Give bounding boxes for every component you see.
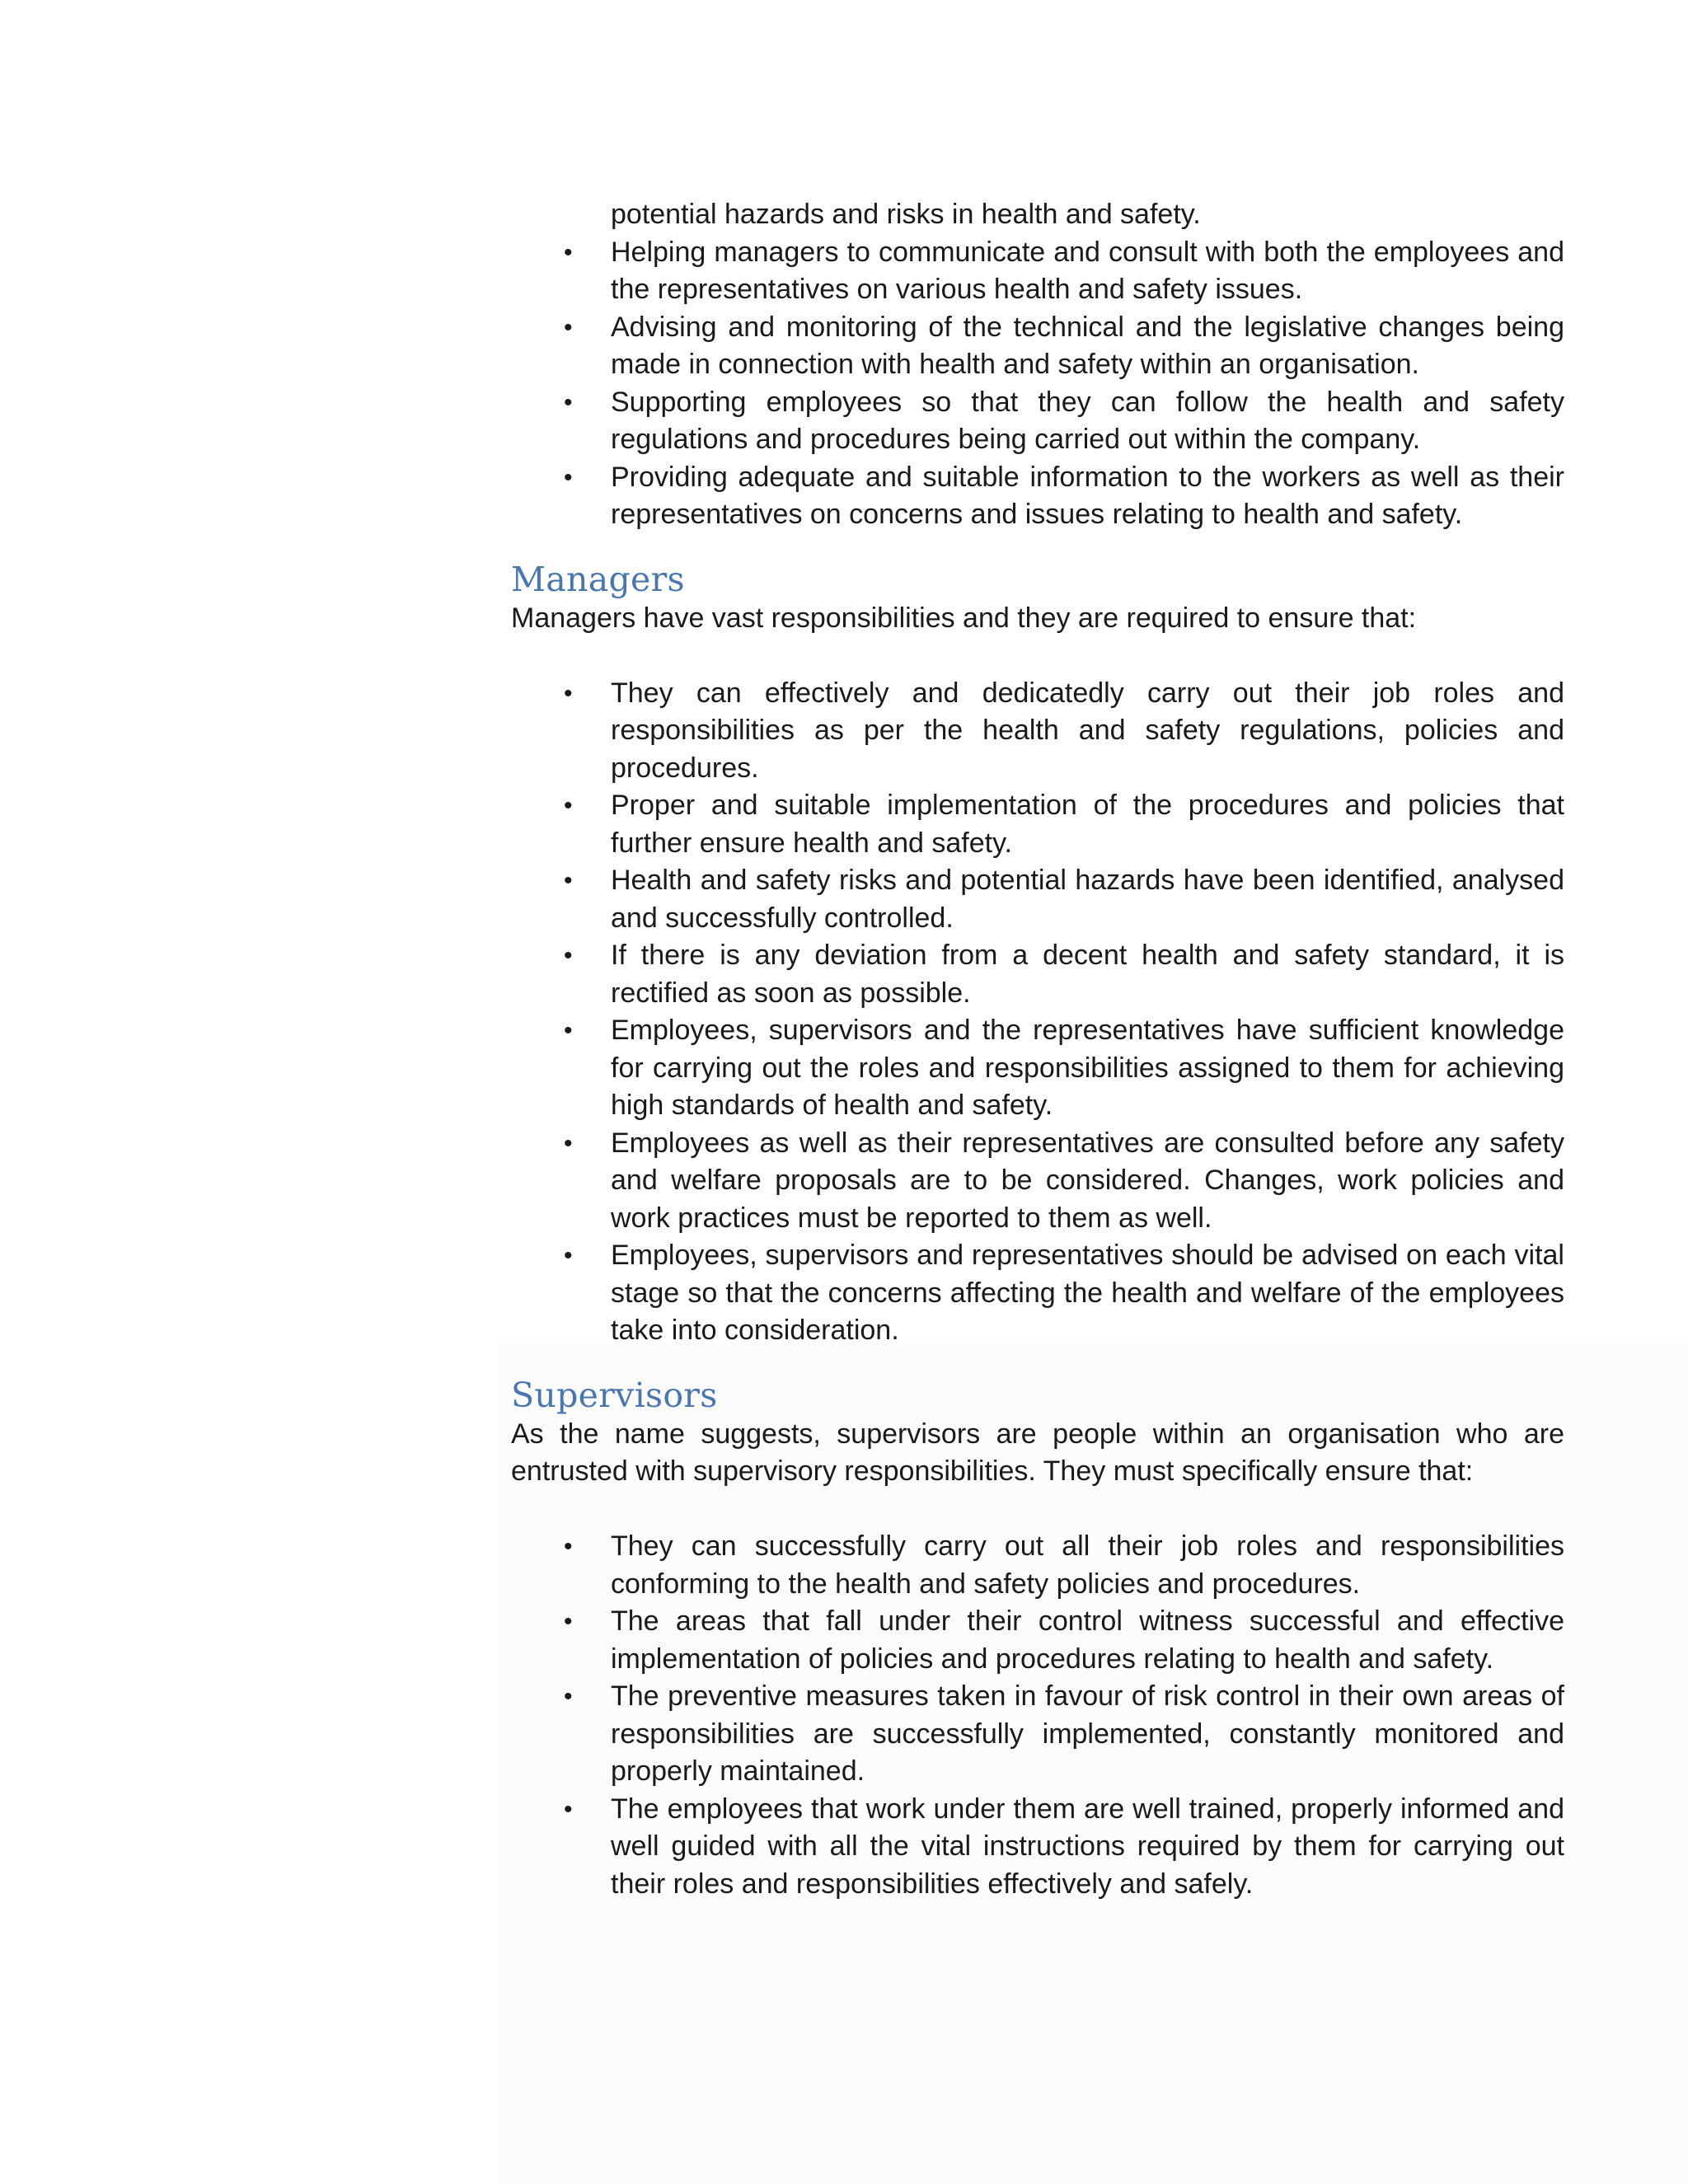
bullet-icon: • — [564, 388, 573, 416]
supervisors-intro: As the name suggests, supervisors are people within an organisation who are entrusted with supervisory responsibilities. They must specifically ensure that: — [511, 1418, 1564, 1487]
list-item — [511, 937, 1564, 1012]
bullet-icon: • — [564, 238, 573, 266]
list-item — [511, 787, 1564, 862]
list-item-text: Employees, supervisors and representatives should be advised on each vital stage so that the concerns affecting the health and welfare of the employees take into consideration. — [611, 1240, 1564, 1346]
list-item — [511, 1603, 1564, 1678]
list-item-text: They can effectively and dedicatedly carry out their job roles and responsibilities as per the health and safety regulations, policies and procedures. — [611, 677, 1564, 784]
list-item-text: The preventive measures taken in favour of risk control in their own areas of responsibilities are successfully implemented, constantly monitored and properly maintained. — [611, 1680, 1564, 1787]
list-item — [511, 459, 1564, 534]
bullet-icon: • — [564, 942, 573, 969]
bullet-icon: • — [564, 1242, 573, 1269]
list-item-text: Supporting employees so that they can follow the health and safety regulations and procedures being carried out within the company. — [611, 386, 1564, 455]
list-item — [511, 1125, 1564, 1238]
list-item-text: They can successfully carry out all their job roles and responsibilities conforming to the health and safety policies and procedures. — [611, 1530, 1564, 1600]
list-item — [511, 309, 1564, 384]
bullet-icon: • — [564, 1129, 573, 1157]
list-item — [511, 675, 1564, 788]
list-item-text: potential hazards and risks in health and safety. — [611, 199, 1201, 230]
managers-list — [511, 675, 1564, 1350]
spacer — [511, 1491, 1564, 1529]
supervisors-list — [511, 1528, 1564, 1903]
bullet-icon: • — [564, 1533, 573, 1560]
spacer — [511, 637, 1564, 675]
list-item — [511, 1528, 1564, 1603]
list-item-text: Health and safety risks and potential hazards have been identified, analysed and successfully controlled. — [611, 865, 1564, 934]
bullet-icon: • — [564, 867, 573, 894]
list-item — [511, 1237, 1564, 1350]
list-item-text: If there is any deviation from a decent health and safety standard, it is rectified as soon as possible. — [611, 940, 1564, 1009]
managers-intro: Managers have vast responsibilities and they are required to ensure that: — [511, 602, 1417, 634]
bullet-icon: • — [564, 1683, 573, 1710]
bullet-icon: • — [564, 463, 573, 491]
list-item-text: The employees that work under them are well trained, properly informed and well guided with all the vital instructions required by them for carrying out their roles and responsibilities effectively and safely. — [611, 1793, 1564, 1900]
list-item — [511, 384, 1564, 459]
document-page — [511, 196, 1564, 1903]
list-item-continuation — [511, 196, 1564, 234]
bullet-icon: • — [564, 1017, 573, 1044]
supervisors-heading: Supervisors — [511, 1375, 718, 1415]
list-item-text: Employees as well as their representatives are consulted before any safety and welfare proposals are to be considered. Changes, work policies and work practices must be reported to them as well. — [611, 1127, 1564, 1234]
list-item — [511, 1791, 1564, 1904]
bullet-list-previous-section — [511, 196, 1564, 534]
list-item-text: Advising and monitoring of the technical and the legislative changes being made in connection with health and safety within an organisation. — [611, 311, 1564, 380]
list-item-text: Providing adequate and suitable information to the workers as well as their representatives on concerns and issues relating to health and safety. — [611, 461, 1564, 530]
list-item — [511, 234, 1564, 309]
bullet-icon: • — [564, 1795, 573, 1823]
bullet-icon: • — [564, 313, 573, 341]
list-item-text: Helping managers to communicate and consult with both the employees and the representatives on various health and safety issues. — [611, 236, 1564, 305]
list-item-text: The areas that fall under their control witness successful and effective implementation of policies and procedures relating to health and safety. — [611, 1605, 1564, 1675]
list-item-text: Employees, supervisors and the representatives have sufficient knowledge for carrying out the roles and responsibilities assigned to them for achieving high standards of health and safety. — [611, 1015, 1564, 1121]
list-item — [511, 1678, 1564, 1791]
bullet-icon: • — [564, 679, 573, 707]
list-item-text: Proper and suitable implementation of the procedures and policies that further ensure health and safety. — [611, 790, 1564, 859]
list-item — [511, 862, 1564, 937]
managers-heading: Managers — [511, 559, 685, 599]
bullet-icon: • — [564, 1608, 573, 1635]
bullet-icon: • — [564, 792, 573, 819]
list-item — [511, 1012, 1564, 1125]
